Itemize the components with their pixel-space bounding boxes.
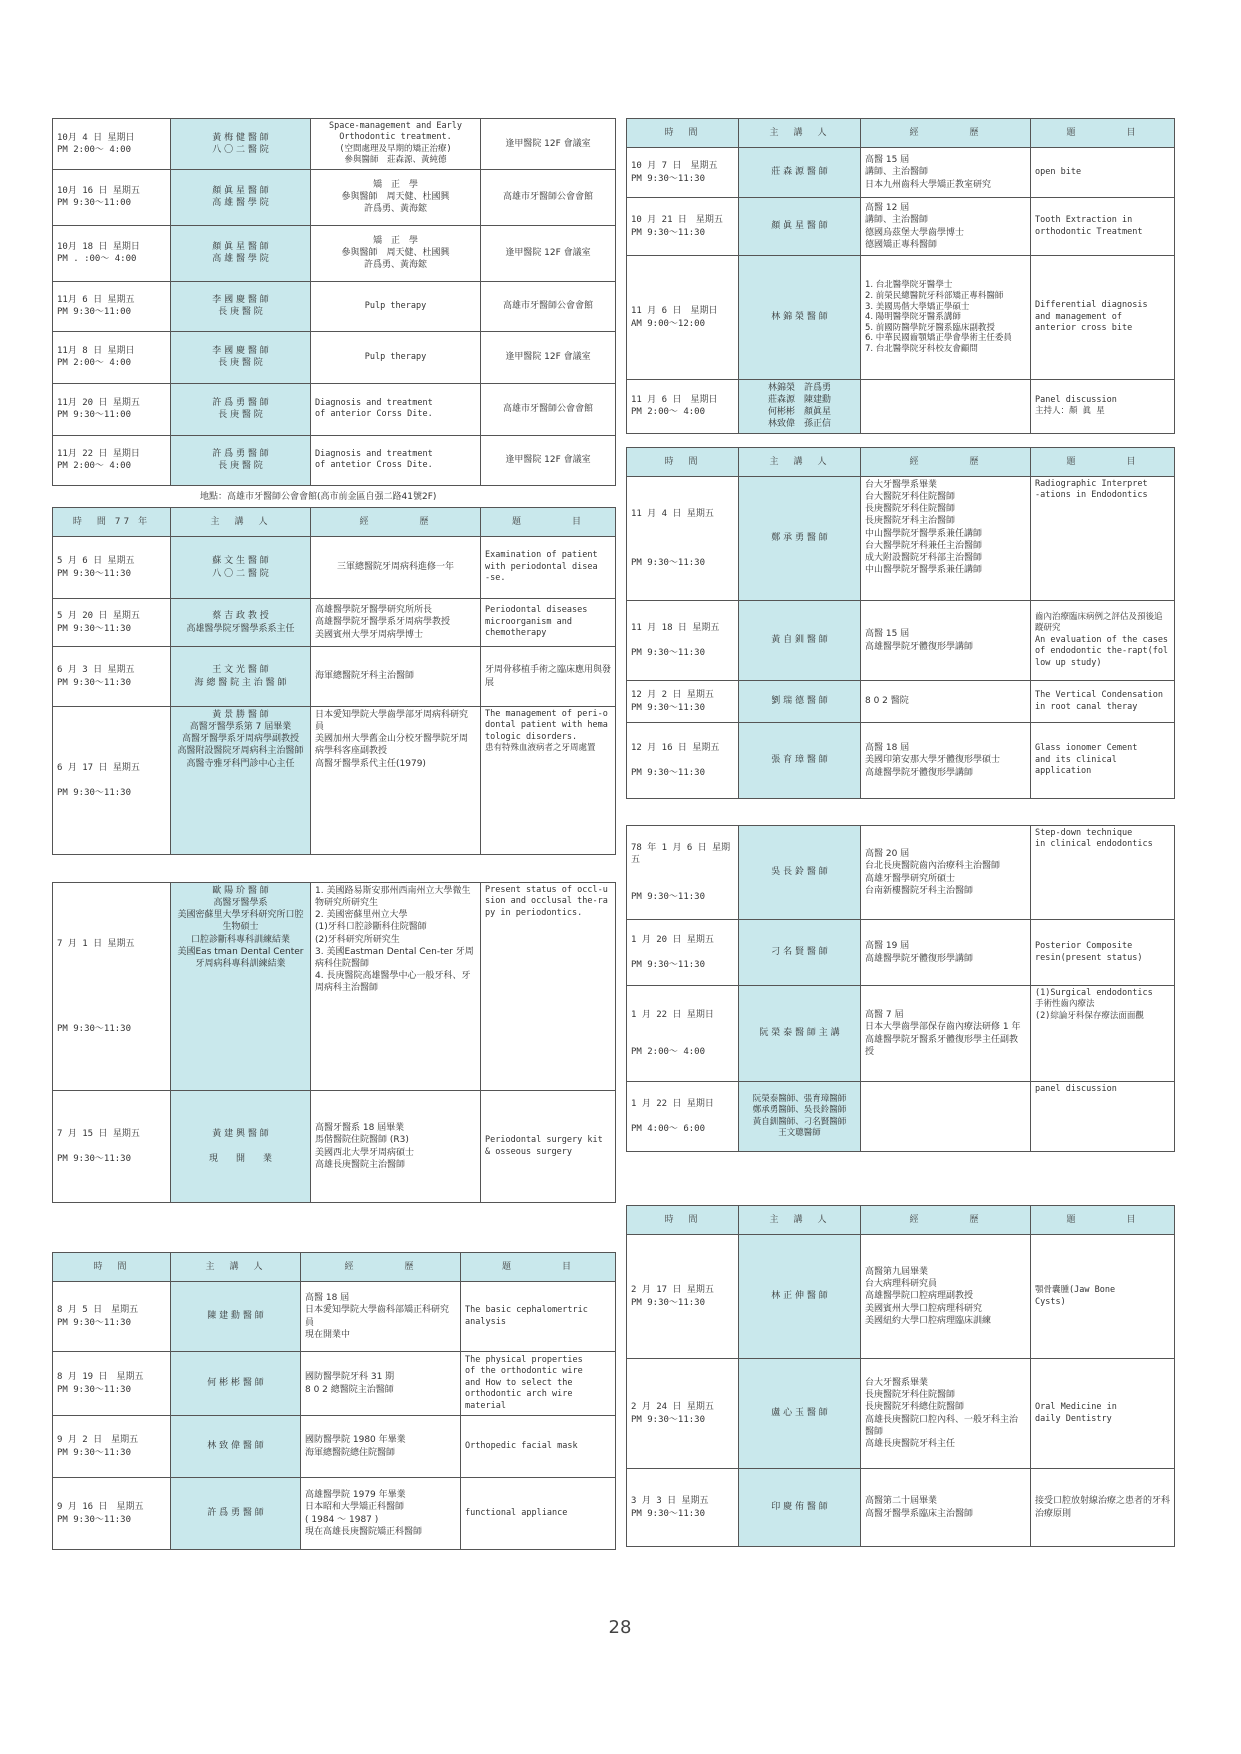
speaker-cell: 許 爲 勇 醫 師 長 庚 醫 院: [171, 435, 311, 485]
table-row: [627, 1235, 1175, 1359]
topic-cell: Examination of patient with periodontal disea -se.: [481, 537, 616, 599]
time-cell: 11 月 18 日 星期五 PM 9:30～11:30: [627, 601, 739, 681]
topic-cell: Posterior Composite resin(present status): [1031, 920, 1175, 986]
lecture-table-autumn: [52, 118, 616, 486]
topic-cell: Oral Medicine in daily Dentistry: [1031, 1359, 1175, 1469]
time-cell: 8 月 19 日 星期五 PM 9:30～11:30: [53, 1352, 171, 1416]
table-row: [627, 1469, 1175, 1547]
topic-cell: The management of peri-odontal patient with hematologic disorders. 患有特殊血液病者之牙周處置: [481, 707, 616, 855]
speaker-cell: 阮 榮 泰 醫 師 主 講: [739, 986, 861, 1082]
topic-cell: The basic cephalomertric analysis: [461, 1282, 616, 1352]
time-cell: 11月 22 日 星期日 PM 2:00～ 4:00: [53, 435, 171, 485]
topic-cell: functional appliance: [461, 1478, 616, 1550]
table-row: [627, 148, 1175, 198]
topic-cell: 接受口腔放射線治療之患者的牙科治療原則: [1031, 1469, 1175, 1547]
experience-cell: 高醫 18 屆 美國印第安那大學牙體復形學碩士 高雄醫學院牙體復形學講師: [861, 723, 1031, 799]
speaker-cell: 張 育 璋 醫 師: [739, 723, 861, 799]
lecture-table-periodontics-1: [52, 507, 616, 855]
topic-cell: panel discussion: [1031, 1082, 1175, 1152]
lecture-table-oral-pathology: [626, 1205, 1175, 1547]
time-cell: 11 月 6 日 星期日 PM 2:00～ 4:00: [627, 380, 739, 434]
topic-cell: Pulp therapy: [311, 281, 481, 331]
table-row: [53, 1478, 616, 1550]
lecture-table-orthodontics-1: [52, 1252, 616, 1550]
speaker-cell: 李 國 慶 醫 師 長 庚 醫 院: [171, 331, 311, 383]
topic-cell: Orthopedic facial mask: [461, 1416, 616, 1478]
time-cell: 1 月 20 日 星期五 PM 9:30～11:30: [627, 920, 739, 986]
lecture-table-orthodontics-2: [626, 118, 1175, 434]
topic-cell: 牙周骨移植手術之臨床應用與發展: [481, 647, 616, 707]
speaker-cell: 黃 建 興 醫 師 現 開 業: [171, 1091, 311, 1203]
header-speaker: 主 講 人: [739, 448, 861, 477]
time-cell: 10 月 21 日 星期五 PM 9:30～11:30: [627, 198, 739, 256]
speaker-cell: 黃 景 勝 醫 師 高醫牙醫學系第 7 屆畢業 高醫牙醫學系牙周病學副教授 高醫附設醫院牙周病科主治醫師 高醫寺雅牙科門診中心主任: [171, 707, 311, 855]
speaker-cell: 許 爲 勇 醫 師 長 庚 醫 院: [171, 383, 311, 435]
time-cell: 9 月 16 日 星期五 PM 9:30～11:30: [53, 1478, 171, 1550]
table-row: [53, 883, 616, 1091]
table-row: [53, 1416, 616, 1478]
topic-cell: Differential diagnosis and management of anterior cross bite: [1031, 256, 1175, 380]
speaker-cell: 印 慶 侑 醫 師: [739, 1469, 861, 1547]
topic-cell: 矯 正 學 參與醫師 周天健、杜國興 許爲勇、黃海鋐: [311, 169, 481, 225]
table-row: [627, 380, 1175, 434]
speaker-cell: 蘇 文 生 醫 師 八 〇 二 醫 院: [171, 537, 311, 599]
experience-cell: 海軍總醫院牙科主治醫師: [311, 647, 481, 707]
speaker-cell: 林 致 偉 醫 師: [171, 1416, 301, 1478]
header-speaker: 主 講 人: [171, 1253, 301, 1282]
table-row: [627, 920, 1175, 986]
topic-cell: Step-down technique in clinical endodontics: [1031, 826, 1175, 920]
header-speaker: 主 講 人: [171, 508, 311, 537]
topic-cell: Space-management and Early Orthodontic treatment. (空間處理及早期的矯正治療) 參與醫師 莊森源、黃純德: [311, 119, 481, 170]
venue-cell: 高雄市牙醫師公會會館: [481, 169, 616, 225]
speaker-cell: 林錦榮 許爲勇 莊森源 陳建勳 何彬彬 顏眞星 林致偉 孫正信: [739, 380, 861, 434]
time-cell: 11 月 6 日 星期日 AM 9:00～12:00: [627, 256, 739, 380]
time-cell: 1 月 22 日 星期日 PM 2:00～ 4:00: [627, 986, 739, 1082]
speaker-cell: 鄭 承 勇 醫 師: [739, 477, 861, 601]
header-row: [627, 1206, 1175, 1235]
experience-cell: 日本愛知學院大學齒學部牙周病科研究員 美國加州大學舊金山分校牙醫學院牙周病學科客座副教授 高醫牙醫學系代主任(1979): [311, 707, 481, 855]
table-row: [627, 198, 1175, 256]
time-cell: 5 月 6 日 星期五 PM 9:30～11:30: [53, 537, 171, 599]
speaker-cell: 林 正 伸 醫 師: [739, 1235, 861, 1359]
speaker-cell: 許 爲 勇 醫 師: [171, 1478, 301, 1550]
time-cell: 8 月 5 日 星期五 PM 9:30～11:30: [53, 1282, 171, 1352]
table-row: [53, 281, 616, 331]
experience-cell: 高醫牙醫系 18 屆畢業 馬偕醫院住院醫師 (R3) 美國西北大學牙周病碩士 高雄長庚醫院主治醫師: [311, 1091, 481, 1203]
speaker-cell: 陳 建 勳 醫 師: [171, 1282, 301, 1352]
experience-cell: 1. 台北醫學院牙醫學士 2. 前榮民總醫院牙科部矯正專科醫師 3. 美國馬偕大學矯正學碩士 4. 陽明醫學院牙醫系講師 5. 前國防醫學院牙醫系臨床副教授 6. 中華民國齒顎矯正學會學術主任委員 7. 台北醫學院牙科校友會顧問: [861, 256, 1031, 380]
table-row: [627, 601, 1175, 681]
header-time: 時 間: [627, 448, 739, 477]
header-topic: 題 目: [1031, 1206, 1175, 1235]
header-experience: 經 歷: [311, 508, 481, 537]
table-row: [53, 119, 616, 170]
venue-cell: 逢甲醫院 12F 會議室: [481, 331, 616, 383]
topic-cell: Diagnosis and treatment of anterior Corss Dite.: [311, 383, 481, 435]
experience-cell: 國防醫學院牙科 31 期 8 0 2 總醫院主治醫師: [301, 1352, 461, 1416]
header-speaker: 主 講 人: [739, 119, 861, 148]
topic-cell: Panel discussion 主持人：顏 眞 星: [1031, 380, 1175, 434]
time-cell: 9 月 2 日 星期五 PM 9:30～11:30: [53, 1416, 171, 1478]
topic-cell: 齒內治療臨床病例之評估及預後追蹤研究 An evaluation of the cases of endodontic the-rapt(follow up study): [1031, 601, 1175, 681]
speaker-cell: 林 錦 榮 醫 師: [739, 256, 861, 380]
venue-cell: 高雄市牙醫師公會會館: [481, 281, 616, 331]
experience-cell: 1. 美國路易斯安那州西南州立大學微生物研究所研究生 2. 美國密蘇里州立大學 (1)牙科口腔診斷科住院醫師 (2)牙科研究所研究生 3. 美國Eastman Dental Cen-ter 牙周病科住院醫師 4. 長庚醫院高雄醫學中心一般牙科、牙周病科主治醫師: [311, 883, 481, 1091]
time-cell: 5 月 20 日 星期五 PM 9:30～11:30: [53, 599, 171, 647]
experience-cell: 高醫 20 屆 台北長庚醫院齒內治療科主治醫師 高雄牙醫學研究所碩士 台南新樓醫院牙科主治醫師: [861, 826, 1031, 920]
venue-cell: 逢甲醫院 12F 會議室: [481, 119, 616, 170]
header-speaker: 主 講 人: [739, 1206, 861, 1235]
table-row: [53, 647, 616, 707]
topic-cell: 矯 正 學 參與醫師 周天健、杜國興 許爲勇、黃海鋐: [311, 225, 481, 281]
speaker-cell: 劉 瑞 德 醫 師: [739, 681, 861, 723]
time-cell: 11月 20 日 星期五 PM 9:30～11:00: [53, 383, 171, 435]
speaker-cell: 王 文 光 醫 師 海 總 醫 院 主 治 醫 師: [171, 647, 311, 707]
speaker-cell: 黃 梅 健 醫 師 八 〇 二 醫 院: [171, 119, 311, 170]
time-cell: 7 月 1 日 星期五 PM 9:30～11:30: [53, 883, 171, 1091]
speaker-cell: 莊 森 源 醫 師: [739, 148, 861, 198]
experience-cell: 高雄醫學院牙醫學研究所所長 高雄醫學院牙醫學系牙周病學教授 美國賓州大學牙周病學博士: [311, 599, 481, 647]
table-row: [627, 826, 1175, 920]
speaker-cell: 顏 眞 星 醫 師: [739, 198, 861, 256]
header-row: [627, 119, 1175, 148]
table-row: [53, 331, 616, 383]
header-row: [53, 508, 616, 537]
time-cell: 10月 18 日 星期日 PM . :00～ 4:00: [53, 225, 171, 281]
page-number: 28: [608, 1617, 632, 1638]
table-row: [627, 723, 1175, 799]
header-topic: 題 目: [1031, 448, 1175, 477]
experience-cell: [861, 1082, 1031, 1152]
experience-cell: 國防醫學院 1980 年畢業 海軍總醫院總住院醫師: [301, 1416, 461, 1478]
speaker-cell: 盧 心 玉 醫 師: [739, 1359, 861, 1469]
experience-cell: [861, 380, 1031, 434]
experience-cell: 台大牙醫系畢業 長庚醫院牙科住院醫師 長庚醫院牙科總住院醫師 高雄長庚醫院口腔內科、一般牙科主治醫師 高雄長庚醫院牙科主任: [861, 1359, 1031, 1469]
header-row: [53, 1253, 616, 1282]
experience-cell: 三軍總醫院牙周病科進修一年: [311, 537, 481, 599]
speaker-cell: 歐 陽 玠 醫 師 高醫牙醫學系 美國密蘇里大學牙科研究所口腔生物碩士 口腔診斷科專科訓練結業 美國Eas tman Dental Center 牙周病科專科訓練結業: [171, 883, 311, 1091]
topic-cell: (1)Surgical endodontics 手術性齒內療法 (2)綜論牙科保存療法面面觀: [1031, 986, 1175, 1082]
table-row: [53, 599, 616, 647]
experience-cell: 高雄醫學院 1979 年畢業 日本昭和大學矯正科醫師 ( 1984 ～ 1987 ) 現在高雄長庚醫院矯正科醫師: [301, 1478, 461, 1550]
experience-cell: 高醫第九屆畢業 台大病理科研究員 高雄醫學院口腔病理副教授 美國賓州大學口腔病理科研究 美國紐約大學口腔病理臨床訓練: [861, 1235, 1031, 1359]
speaker-cell: 阮榮泰醫師、張育璋醫師 鄭承勇醫師、吳長鈴醫師 黃自釧醫師、刁名賢醫師 王文聰醫師: [739, 1082, 861, 1152]
topic-cell: open bite: [1031, 148, 1175, 198]
topic-cell: Present status of occl-usion and occlusal the-rapy in periodontics.: [481, 883, 616, 1091]
speaker-cell: 蔡 吉 政 教 授 高雄醫學院牙醫學系系主任: [171, 599, 311, 647]
venue-cell: 高雄市牙醫師公會會館: [481, 383, 616, 435]
experience-cell: 高醫第二十屆畢業 高醫牙醫學系臨床主治醫師: [861, 1469, 1031, 1547]
time-cell: 3 月 3 日 星期五 PM 9:30～11:30: [627, 1469, 739, 1547]
time-cell: 78 年 1 月 6 日 星期五 PM 9:30～11:30: [627, 826, 739, 920]
speaker-cell: 顏 眞 星 醫 師 高 雄 醫 學 院: [171, 169, 311, 225]
time-cell: 2 月 17 日 星期五 PM 9:30～11:30: [627, 1235, 739, 1359]
table-row: [53, 1091, 616, 1203]
time-cell: 2 月 24 日 星期五 PM 9:30～11:30: [627, 1359, 739, 1469]
experience-cell: 台大牙醫學系畢業 台大醫院牙科住院醫師 長庚醫院牙科住院醫師 長庚醫院牙科主治醫師 中山醫學院牙醫學系兼任講師 台大醫學院牙科兼任主治醫師 成大附設醫院牙科部主治醫師 中山醫學院牙醫學系兼任講師: [861, 477, 1031, 601]
table-row: [627, 1359, 1175, 1469]
topic-cell: Diagnosis and treatment of antetior Cross Dite.: [311, 435, 481, 485]
table-row: [53, 707, 616, 855]
table-row: [53, 435, 616, 485]
time-cell: 11 月 4 日 星期五 PM 9:30～11:30: [627, 477, 739, 601]
topic-cell: 顎骨囊腫(Jaw Bone Cysts): [1031, 1235, 1175, 1359]
table-row: [627, 681, 1175, 723]
venue-note: 地點：高雄市牙醫師公會會館(高市前金區自强二路41號2F): [200, 492, 437, 502]
header-topic: 題 目: [1031, 119, 1175, 148]
time-cell: 11月 6 日 星期五 PM 9:30～11:00: [53, 281, 171, 331]
speaker-cell: 李 國 慶 醫 師 長 庚 醫 院: [171, 281, 311, 331]
time-cell: 6 月 17 日 星期五 PM 9:30～11:30: [53, 707, 171, 855]
time-cell: 7 月 15 日 星期五 PM 9:30～11:30: [53, 1091, 171, 1203]
experience-cell: 高醫 19 屆 高雄醫學院牙體復形學講師: [861, 920, 1031, 986]
lecture-table-endodontics-2: [626, 825, 1175, 1152]
header-topic: 題 目: [461, 1253, 616, 1282]
speaker-cell: 何 彬 彬 醫 師: [171, 1352, 301, 1416]
experience-cell: 高醫 15 屆 高雄醫學院牙體復形學講師: [861, 601, 1031, 681]
venue-cell: 逢甲醫院 12F 會議室: [481, 435, 616, 485]
header-experience: 經 歷: [861, 119, 1031, 148]
topic-cell: Glass ionomer Cement and its clinical application: [1031, 723, 1175, 799]
topic-cell: The physical properties of the orthodontic wire and How to select the orthodontic arch wire material: [461, 1352, 616, 1416]
time-cell: 12 月 16 日 星期五 PM 9:30～11:30: [627, 723, 739, 799]
lecture-table-periodontics-2: [52, 882, 616, 1203]
topic-cell: Pulp therapy: [311, 331, 481, 383]
speaker-cell: 刁 名 賢 醫 師: [739, 920, 861, 986]
header-time: 時 間 77 年: [53, 508, 171, 537]
time-cell: 10月 16 日 星期五 PM 9:30～11:00: [53, 169, 171, 225]
header-time: 時 間: [627, 1206, 739, 1235]
time-cell: 10 月 7 日 星期五 PM 9:30～11:30: [627, 148, 739, 198]
table-row: [53, 1352, 616, 1416]
speaker-cell: 顏 眞 星 醫 師 高 雄 醫 學 院: [171, 225, 311, 281]
time-cell: 10月 4 日 星期日 PM 2:00～ 4:00: [53, 119, 171, 170]
speaker-cell: 吳 長 鈴 醫 師: [739, 826, 861, 920]
topic-cell: Radiographic Interpret -ations in Endodontics: [1031, 477, 1175, 601]
header-experience: 經 歷: [861, 448, 1031, 477]
header-row: [627, 448, 1175, 477]
time-cell: 1 月 22 日 星期日 PM 4:00～ 6:00: [627, 1082, 739, 1152]
experience-cell: 高醫 7 屆 日本大學齒學部保存齒內療法研修 1 年 高雄醫學院牙醫系牙體復形學主任副教授: [861, 986, 1031, 1082]
experience-cell: 高醫 15 屆 講師、主治醫師 日本九州齒科大學矯正教室研究: [861, 148, 1031, 198]
header-experience: 經 歷: [301, 1253, 461, 1282]
topic-cell: Tooth Extraction in orthodontic Treatment: [1031, 198, 1175, 256]
table-row: [53, 1282, 616, 1352]
topic-cell: Periodontal surgery kit & osseous surgery: [481, 1091, 616, 1203]
time-cell: 11月 8 日 星期日 PM 2:00～ 4:00: [53, 331, 171, 383]
table-row: [53, 537, 616, 599]
topic-cell: The Vertical Condensation in root canal theray: [1031, 681, 1175, 723]
table-row: [627, 986, 1175, 1082]
table-row: [53, 169, 616, 225]
experience-cell: 8 0 2 醫院: [861, 681, 1031, 723]
venue-cell: 逢甲醫院 12F 會議室: [481, 225, 616, 281]
header-time: 時 間: [627, 119, 739, 148]
table-row: [627, 477, 1175, 601]
header-topic: 題 目: [481, 508, 616, 537]
table-row: [53, 383, 616, 435]
header-time: 時 間: [53, 1253, 171, 1282]
lecture-table-endodontics-1: [626, 447, 1175, 799]
speaker-cell: 黃 自 釧 醫 師: [739, 601, 861, 681]
experience-cell: 高醫 18 屆 日本愛知學院大學齒科部矯正科研究員 現在開業中: [301, 1282, 461, 1352]
time-cell: 12 月 2 日 星期五 PM 9:30～11:30: [627, 681, 739, 723]
time-cell: 6 月 3 日 星期五 PM 9:30～11:30: [53, 647, 171, 707]
table-row: [627, 1082, 1175, 1152]
topic-cell: Periodontal diseases microorganism and chemotherapy: [481, 599, 616, 647]
experience-cell: 高醫 12 屆 講師、主治醫師 德國烏茲堡大學齒學博士 德國矯正專科醫師: [861, 198, 1031, 256]
table-row: [627, 256, 1175, 380]
header-experience: 經 歷: [861, 1206, 1031, 1235]
table-row: [53, 225, 616, 281]
